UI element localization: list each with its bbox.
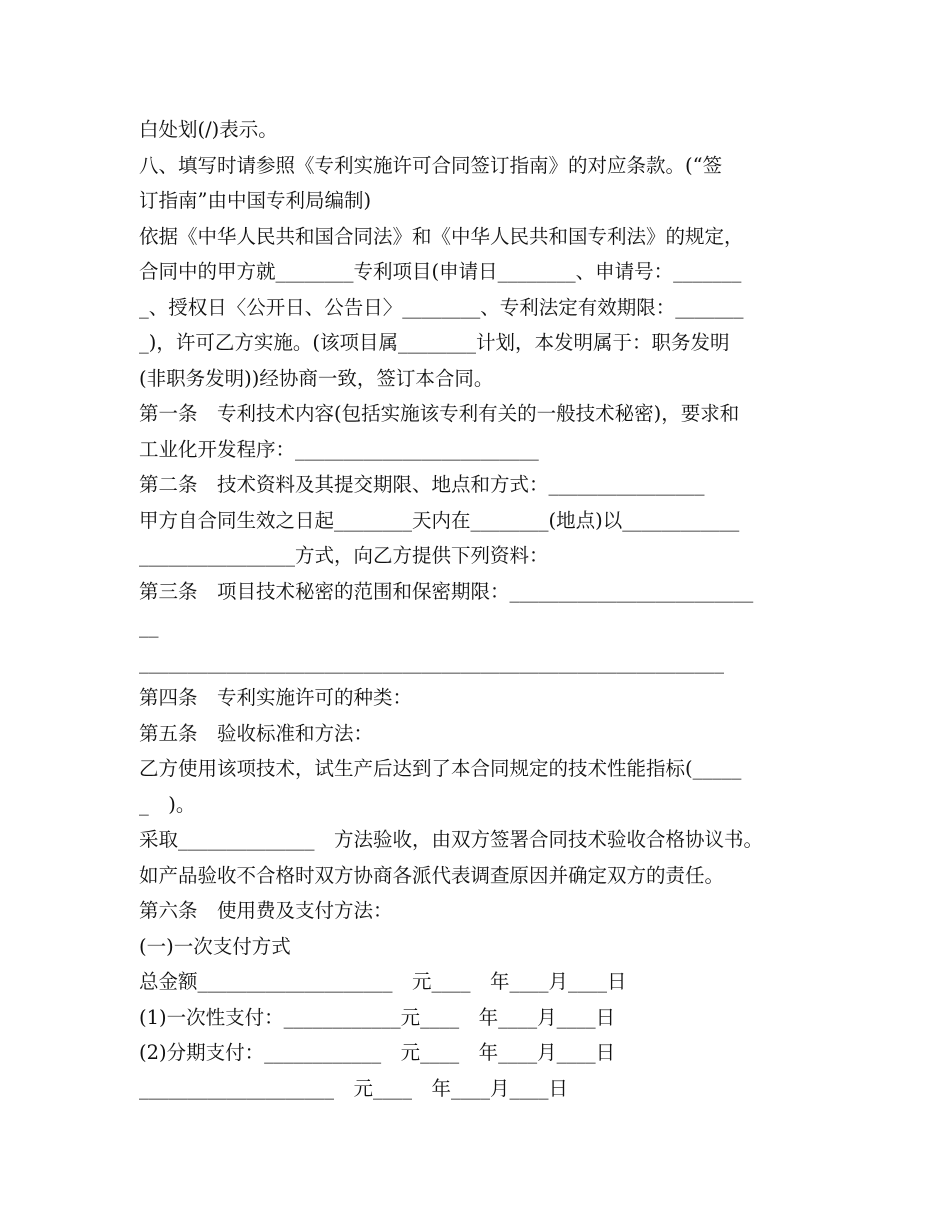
- text-line: 合同中的甲方就________专利项目(申请日________、申请号：_______: [139, 260, 742, 283]
- payment-total-line: 总金额____________________ 元____ 年____月____日: [139, 970, 627, 993]
- text-line: 依据《中华人民共和国合同法》和《中华人民共和国专利法》的规定，: [139, 224, 744, 248]
- text-line: _、授权日〈公开日、公告日〉________、专利法定有效期限：_______: [139, 295, 744, 319]
- text-line: 采取______________ 方法验收，由双方签署合同技术验收合格协议书。: [139, 828, 764, 851]
- text-line: 工业化开发程序：_________________________: [139, 437, 539, 461]
- blank-fill-line: ____________________________________________________________: [139, 650, 724, 674]
- text-line: 乙方使用该项技术，试生产后达到了本合同规定的技术性能指标(_____: [139, 757, 742, 780]
- text-line: 甲方自合同生效之日起________天内在________(地点)以____________: [139, 508, 740, 532]
- clause-5-heading: 第五条 验收标准和方法：: [139, 721, 374, 745]
- payment-installment-line: (2)分期支付：____________ 元____ 年____月____日: [139, 1041, 616, 1064]
- text-line: _ )。: [139, 792, 196, 816]
- clause-4-heading: 第四条 专利实施许可的种类：: [139, 686, 413, 709]
- clause-1-heading: 第一条 专利技术内容(包括实施该专利有关的一般技术秘密)，要求和: [139, 402, 740, 425]
- text-line: (非职务发明))经协商一致，签订本合同。: [139, 366, 494, 390]
- clause-3-heading: 第三条 项目技术秘密的范围和保密期限：_________________________: [139, 579, 754, 603]
- text-line: ________________方式，向乙方提供下列资料：: [139, 544, 549, 567]
- text-line: __: [139, 615, 159, 638]
- payment-lump-sum-line: (1)一次性支付：____________元____ 年____月____日: [139, 1005, 616, 1029]
- clause-6-heading: 第六条 使用费及支付方法：: [139, 899, 393, 922]
- clause-2-heading: 第二条 技术资料及其提交期限、地点和方式：________________: [139, 473, 705, 496]
- text-line: 白处划(/)表示。: [139, 118, 278, 141]
- contract-document-body: [139, 112, 839, 1106]
- text-line: 订指南”由中国专利局编制): [139, 189, 372, 212]
- text-line: 八、填写时请参照《专利实施许可合同签订指南》的对应条款。(“签: [139, 153, 723, 177]
- text-line: _)，许可乙方实施。(该项目属________计划，本发明属于：职务发明: [139, 331, 730, 354]
- payment-method-heading: (一)一次支付方式: [139, 934, 291, 958]
- text-line: 如产品验收不合格时双方协商各派代表调查原因并确定双方的责任。: [139, 863, 725, 887]
- payment-installment-line: ____________________ 元____ 年____月____日: [139, 1076, 569, 1100]
